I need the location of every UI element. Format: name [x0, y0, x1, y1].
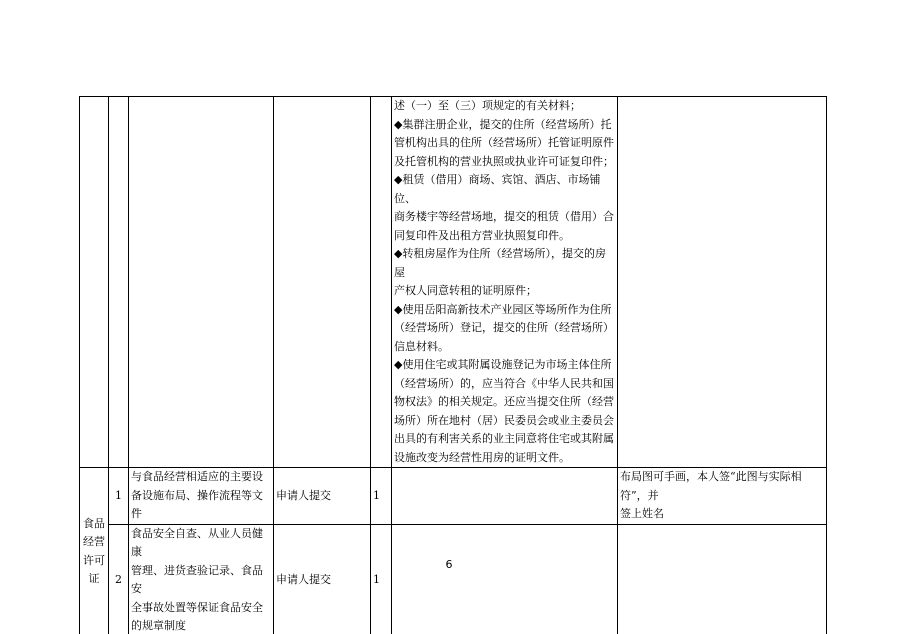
count-cell-empty [371, 97, 392, 468]
material-line: 食品安全自查、从业人员健康 [131, 526, 263, 558]
count-cell: 1 [371, 524, 392, 634]
requirement-line: 场所）所在地村（居）民委员会或业主委员会 [394, 413, 614, 427]
requirement-line: 信息材料。 [394, 339, 449, 353]
requirement-line: （经营场所）登记，提交的住所（经营场所） [394, 321, 614, 334]
page-number: 6 [445, 558, 453, 571]
requirement-cell [392, 524, 618, 634]
table-row [80, 468, 827, 525]
row-number: 2 [109, 524, 129, 634]
source-cell-empty [274, 97, 371, 468]
remark-line: 签上姓名 [620, 507, 664, 520]
requirement-line: ◆租赁（借用）商场、宾馆、酒店、市场铺位、 [394, 173, 601, 205]
source-cell: 申请人提交 [274, 524, 371, 634]
requirement-line: 设施改变为经营性用房的证明文件。 [394, 450, 570, 464]
remark-cell [618, 468, 827, 525]
remark-line: 布局图可手画，本人签“此图与实际相符”，并 [620, 470, 802, 502]
requirements-table [79, 96, 827, 634]
material-cell-empty [129, 97, 274, 468]
count-cell: 1 [371, 468, 392, 525]
material-line: 的规章制度 [131, 619, 186, 632]
category-line: 许可 [83, 553, 105, 567]
remark-cell-empty [618, 97, 827, 468]
number-cell-empty [109, 97, 129, 468]
category-line: 经营 [83, 535, 105, 549]
category-cell-empty [80, 97, 109, 468]
remark-cell [618, 524, 827, 634]
requirement-line: ◆使用岳阳高新技术产业园区等场所作为住所 [394, 302, 612, 316]
requirement-line: ◆使用住宅或其附属设施登记为市场主体住所 [394, 358, 612, 371]
requirement-line: ◆集群注册企业，提交的住所（经营场所）托 [394, 117, 612, 131]
requirement-line: 及托管机构的营业执照或执业许可证复印件； [394, 154, 614, 168]
table-row [80, 97, 827, 468]
requirement-line: 商务楼宇等经营场地，提交的租赁（借用）合 [394, 210, 614, 223]
material-line: 备设施布局、操作流程等文件 [131, 488, 263, 520]
requirement-line: 管机构出具的住所（经营场所）托管证明原件 [394, 136, 614, 149]
material-line: 管理、进货查验记录、食品安 [131, 563, 263, 595]
material-line: 全事故处置等保证食品安全 [131, 600, 263, 614]
requirement-cell [392, 97, 618, 468]
material-cell [129, 468, 274, 525]
table-row [80, 524, 827, 634]
requirement-line: 同复印件及出租方营业执照复印件。 [394, 228, 570, 242]
requirement-line: ◆转租房屋作为住所（经营场所），提交的房屋 [394, 247, 606, 279]
requirement-line: 述（一）至（三）项规定的有关材料； [394, 99, 581, 112]
requirement-line: 出具的有利害关系的业主同意将住宅或其附属 [394, 432, 614, 445]
requirement-line: 产权人同意转租的证明原件； [394, 284, 537, 297]
requirement-cell [392, 468, 618, 525]
requirement-line: 物权法》的相关规定。还应当提交住所（经营 [394, 395, 614, 408]
row-number: 1 [109, 468, 129, 525]
material-cell [129, 524, 274, 634]
material-line: 与食品经营相适应的主要设 [131, 470, 263, 483]
category-cell [80, 468, 109, 634]
category-line: 证 [88, 572, 100, 586]
source-cell: 申请人提交 [274, 468, 371, 525]
category-line: 食品 [83, 516, 105, 530]
requirement-line: （经营场所）的，应当符合《中华人民共和国 [394, 376, 614, 390]
